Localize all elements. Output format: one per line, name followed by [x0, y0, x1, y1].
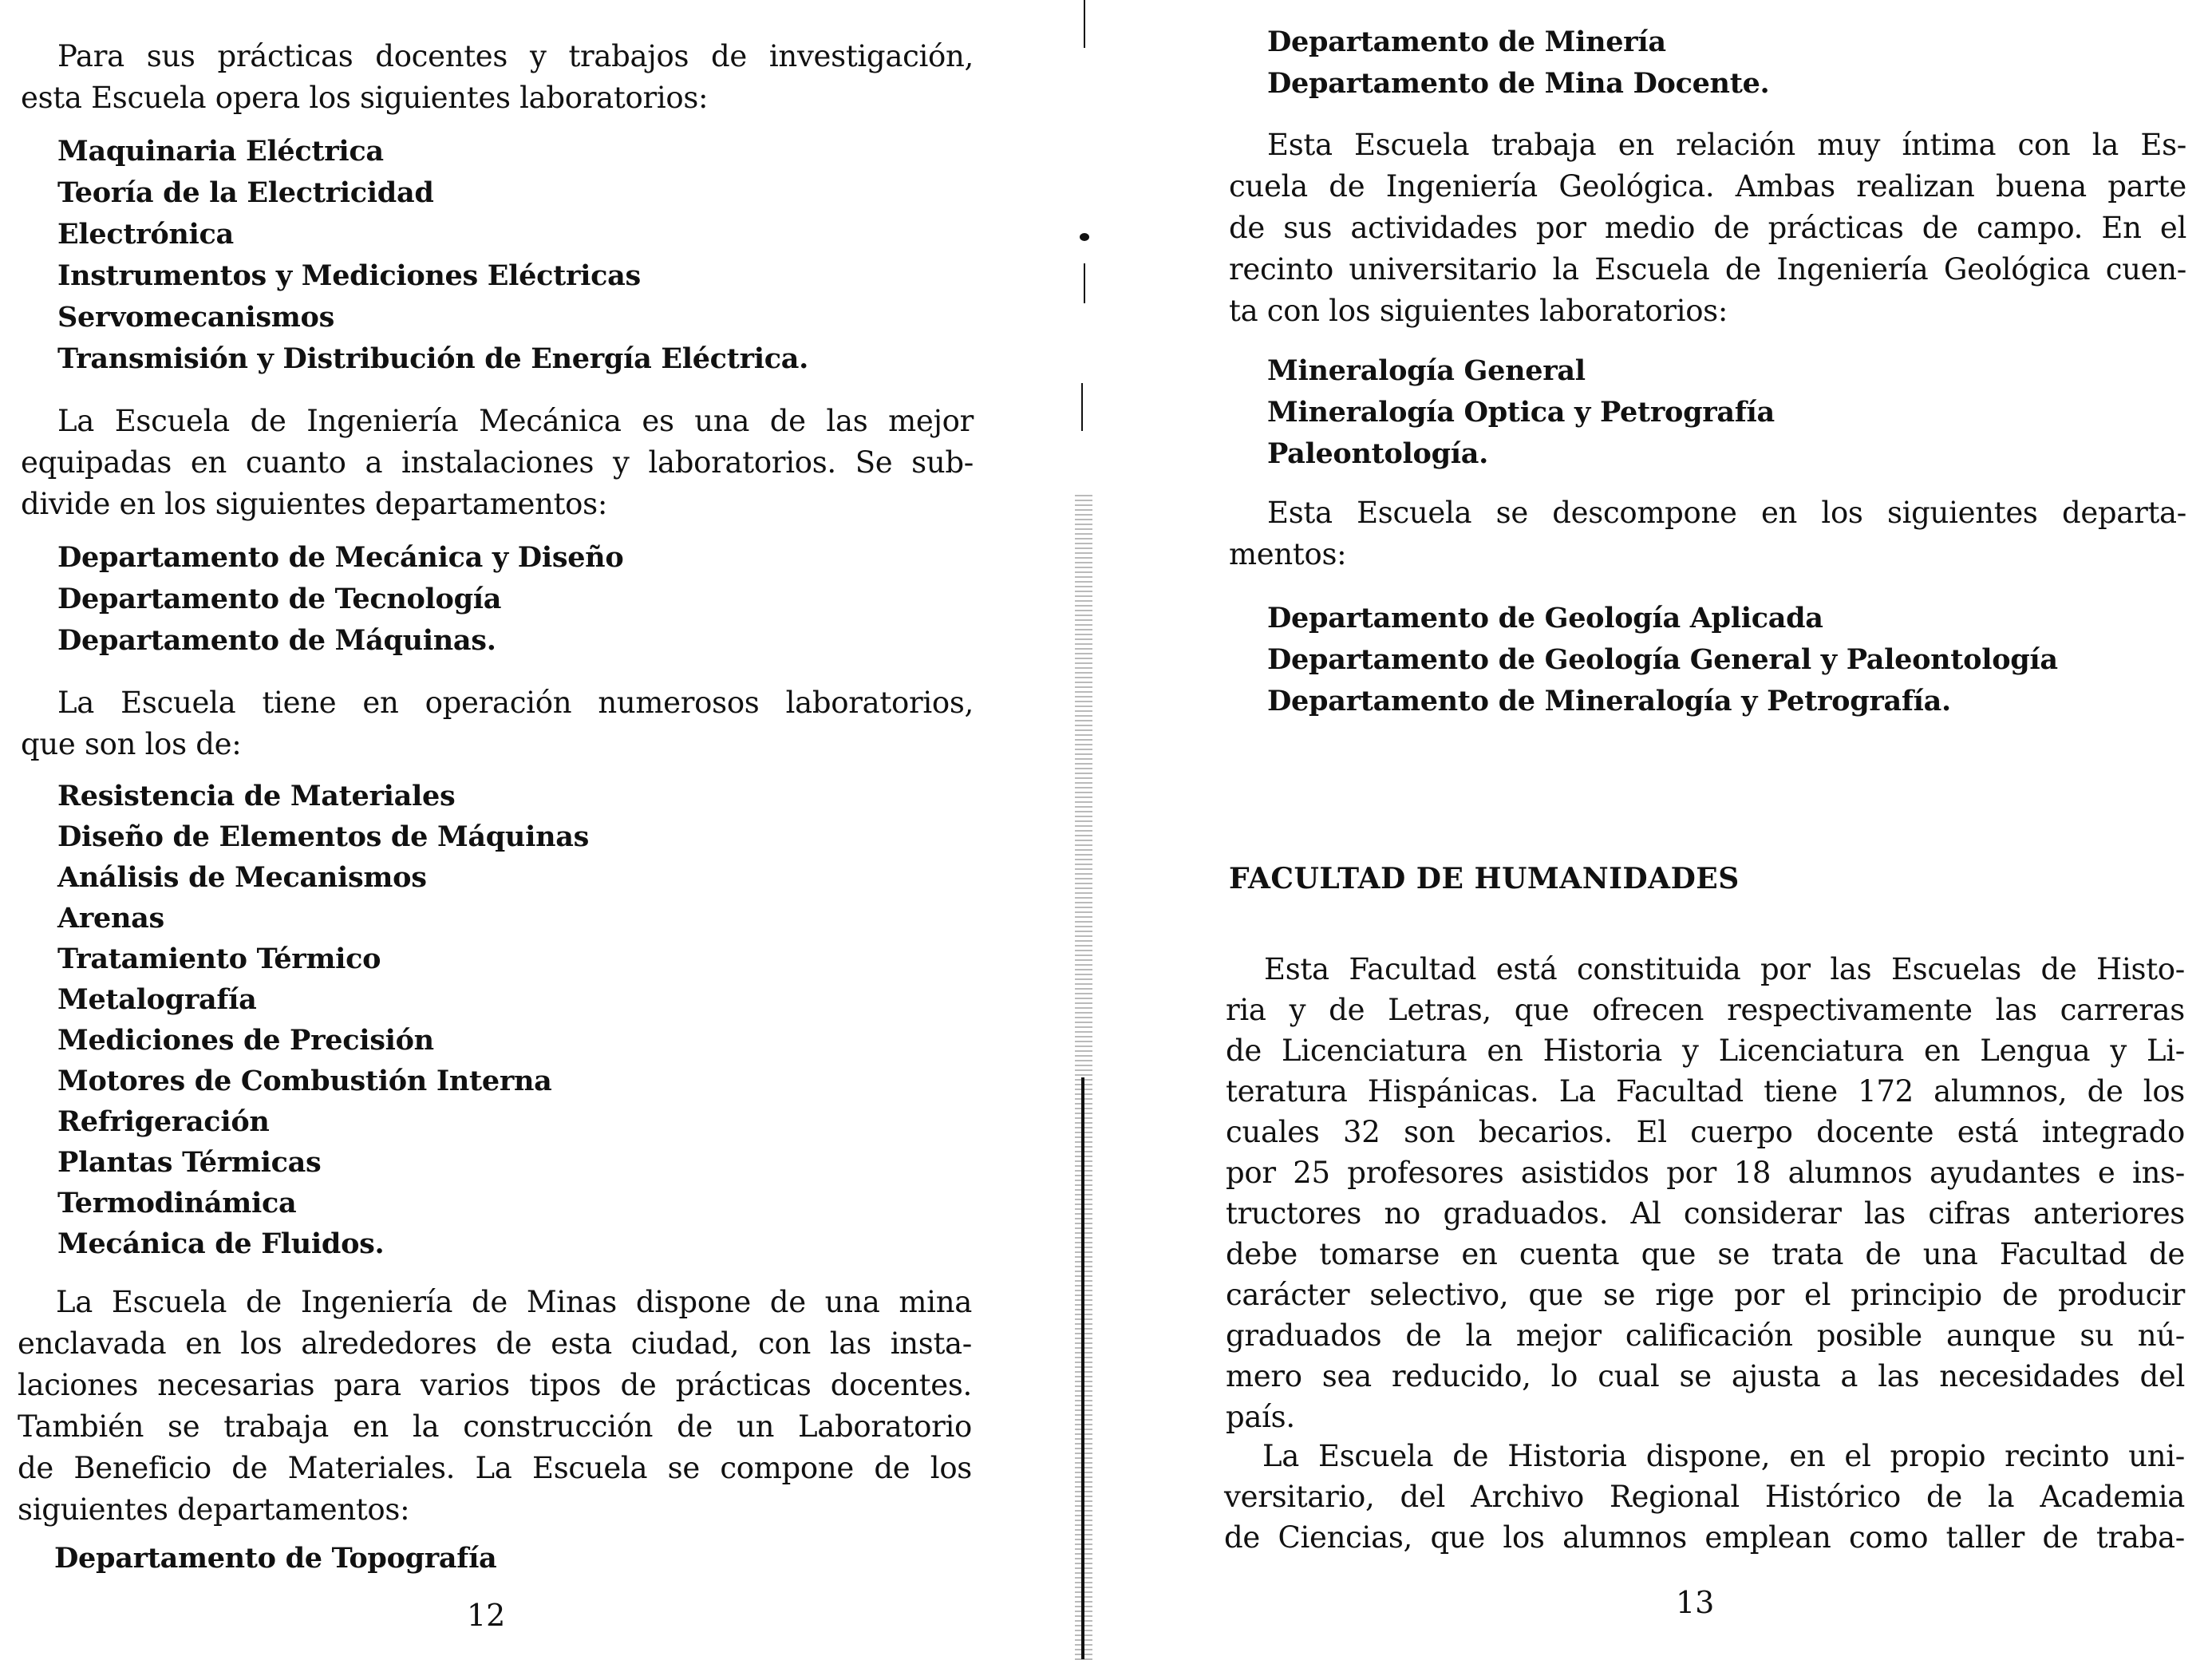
lab-item: Mineralogía General	[1267, 354, 1586, 387]
department-item: Departamento de Máquinas.	[57, 624, 496, 657]
paragraph-line: ta con los siguientes laboratorios:	[1229, 294, 1728, 328]
paragraph-line: de Beneficio de Materiales. La Escuela se compone de los	[18, 1451, 972, 1485]
book-gutter	[1073, 0, 1094, 1659]
department-item: Departamento de Mina Docente.	[1267, 67, 1770, 100]
page-number: 13	[1676, 1585, 1715, 1620]
lab-item: Tratamiento Térmico	[57, 943, 381, 975]
lab-item: Motores de Combustión Interna	[57, 1065, 552, 1097]
lab-item: Plantas Térmicas	[57, 1146, 322, 1179]
lab-item: Mineralogía Optica y Petrografía	[1267, 396, 1775, 429]
paragraph-line: La Escuela de Historia dispone, en el propio recinto uni-	[1262, 1439, 2185, 1473]
paragraph-line: Esta Facultad está constituida por las Escuelas de Histo-	[1264, 952, 2185, 986]
department-item: Departamento de Geología General y Paleontología	[1267, 643, 2058, 676]
gutter-blot	[1080, 233, 1089, 241]
paragraph-line: La Escuela tiene en operación numerosos laboratorios,	[57, 686, 974, 720]
paragraph-line: teratura Hispánicas. La Facultad tiene 172 alumnos, de los	[1226, 1074, 2185, 1109]
paragraph-line: de sus actividades por medio de prácticas de campo. En el	[1229, 211, 2186, 245]
paragraph-line: Esta Escuela trabaja en relación muy íntima con la Es-	[1267, 128, 2186, 162]
paragraph-line: Para sus prácticas docentes y trabajos de investigación,	[57, 39, 974, 73]
lab-item: Instrumentos y Mediciones Eléctricas	[57, 259, 641, 292]
lab-item: Metalografía	[57, 983, 257, 1016]
lab-item: Mecánica de Fluidos.	[57, 1227, 385, 1260]
lab-item: Maquinaria Eléctrica	[57, 135, 384, 168]
right-page	[1197, 0, 2212, 1659]
paragraph-line: que son los de:	[21, 727, 242, 761]
paragraph-line: versitario, del Archivo Regional Histórico de la Academia	[1224, 1480, 2185, 1514]
department-item: Departamento de Mecánica y Diseño	[57, 541, 624, 574]
section-heading: FACULTAD DE HUMANIDADES	[1229, 862, 1740, 895]
paragraph-line: graduados de la mejor calificación posible aunque su nú-	[1226, 1318, 2185, 1353]
gutter-crease	[1084, 0, 1085, 48]
paragraph-line: esta Escuela opera los siguientes laboratorios:	[21, 81, 709, 115]
department-item: Departamento de Geología Aplicada	[1267, 602, 1823, 634]
lab-item: Servomecanismos	[57, 301, 334, 334]
paragraph-line: carácter selectivo, que se rige por el principio de producir	[1226, 1278, 2185, 1312]
paragraph-line: La Escuela de Ingeniería Mecánica es una de las mejor	[57, 404, 974, 438]
paragraph-line: Esta Escuela se descompone en los siguientes departa-	[1267, 496, 2186, 530]
paragraph-line: mero sea reducido, lo cual se ajusta a las necesidades del	[1226, 1359, 2185, 1393]
lab-item: Transmisión y Distribución de Energía Eléctrica.	[57, 342, 808, 375]
paragraph-line: de Ciencias, que los alumnos emplean como taller de traba-	[1224, 1520, 2185, 1555]
department-item: Departamento de Tecnología	[57, 583, 502, 615]
lab-item: Electrónica	[57, 218, 234, 251]
paragraph-line: enclavada en los alrededores de esta ciudad, con las insta-	[18, 1326, 972, 1361]
paragraph-line: equipadas en cuanto a instalaciones y laboratorios. Se sub-	[21, 445, 974, 480]
lab-item: Teoría de la Electricidad	[57, 176, 434, 209]
paragraph-line: tructores no graduados. Al considerar las cifras anteriores	[1226, 1196, 2185, 1231]
gutter-crease	[1081, 1077, 1084, 1659]
paragraph-line: divide en los siguientes departamentos:	[21, 487, 608, 521]
left-page	[0, 0, 1053, 1659]
gutter-crease	[1081, 383, 1083, 431]
paragraph-line: cuela de Ingeniería Geológica. Ambas realizan buena parte	[1229, 169, 2186, 204]
paragraph-line: recinto universitario la Escuela de Ingeniería Geológica cuen-	[1229, 252, 2186, 287]
lab-item: Diseño de Elementos de Máquinas	[57, 820, 590, 853]
lab-item: Arenas	[57, 902, 164, 935]
gutter-crease	[1084, 263, 1085, 303]
department-item: Departamento de Topografía	[54, 1542, 497, 1575]
lab-item: Mediciones de Precisión	[57, 1024, 434, 1057]
paragraph-line: siguientes departamentos:	[18, 1492, 410, 1527]
paragraph-line: mentos:	[1229, 537, 1347, 571]
paragraph-line: laciones necesarias para varios tipos de prácticas docentes.	[18, 1368, 972, 1402]
paragraph-line: También se trabaja en la construcción de un Laboratorio	[18, 1409, 972, 1444]
department-item: Departamento de Minería	[1267, 26, 1666, 58]
department-item: Departamento de Mineralogía y Petrografía.	[1267, 685, 1951, 717]
paragraph-line: ria y de Letras, que ofrecen respectivamente las carreras	[1226, 993, 2185, 1027]
paragraph-line: país.	[1226, 1400, 1295, 1434]
paragraph-line: por 25 profesores asistidos por 18 alumnos ayudantes e ins-	[1226, 1156, 2185, 1190]
lab-item: Análisis de Mecanismos	[57, 861, 427, 894]
page-number: 12	[467, 1598, 506, 1633]
lab-item: Termodinámica	[57, 1187, 297, 1219]
paragraph-line: debe tomarse en cuenta que se trata de una Facultad de	[1226, 1237, 2185, 1271]
lab-item: Resistencia de Materiales	[57, 780, 456, 812]
paragraph-line: de Licenciatura en Historia y Licenciatura en Lengua y Li-	[1226, 1034, 2185, 1068]
lab-item: Paleontología.	[1267, 437, 1488, 470]
paragraph-line: cuales 32 son becarios. El cuerpo docente está integrado	[1226, 1115, 2185, 1149]
paragraph-line: La Escuela de Ingeniería de Minas dispone de una mina	[56, 1285, 972, 1319]
lab-item: Refrigeración	[57, 1105, 270, 1138]
